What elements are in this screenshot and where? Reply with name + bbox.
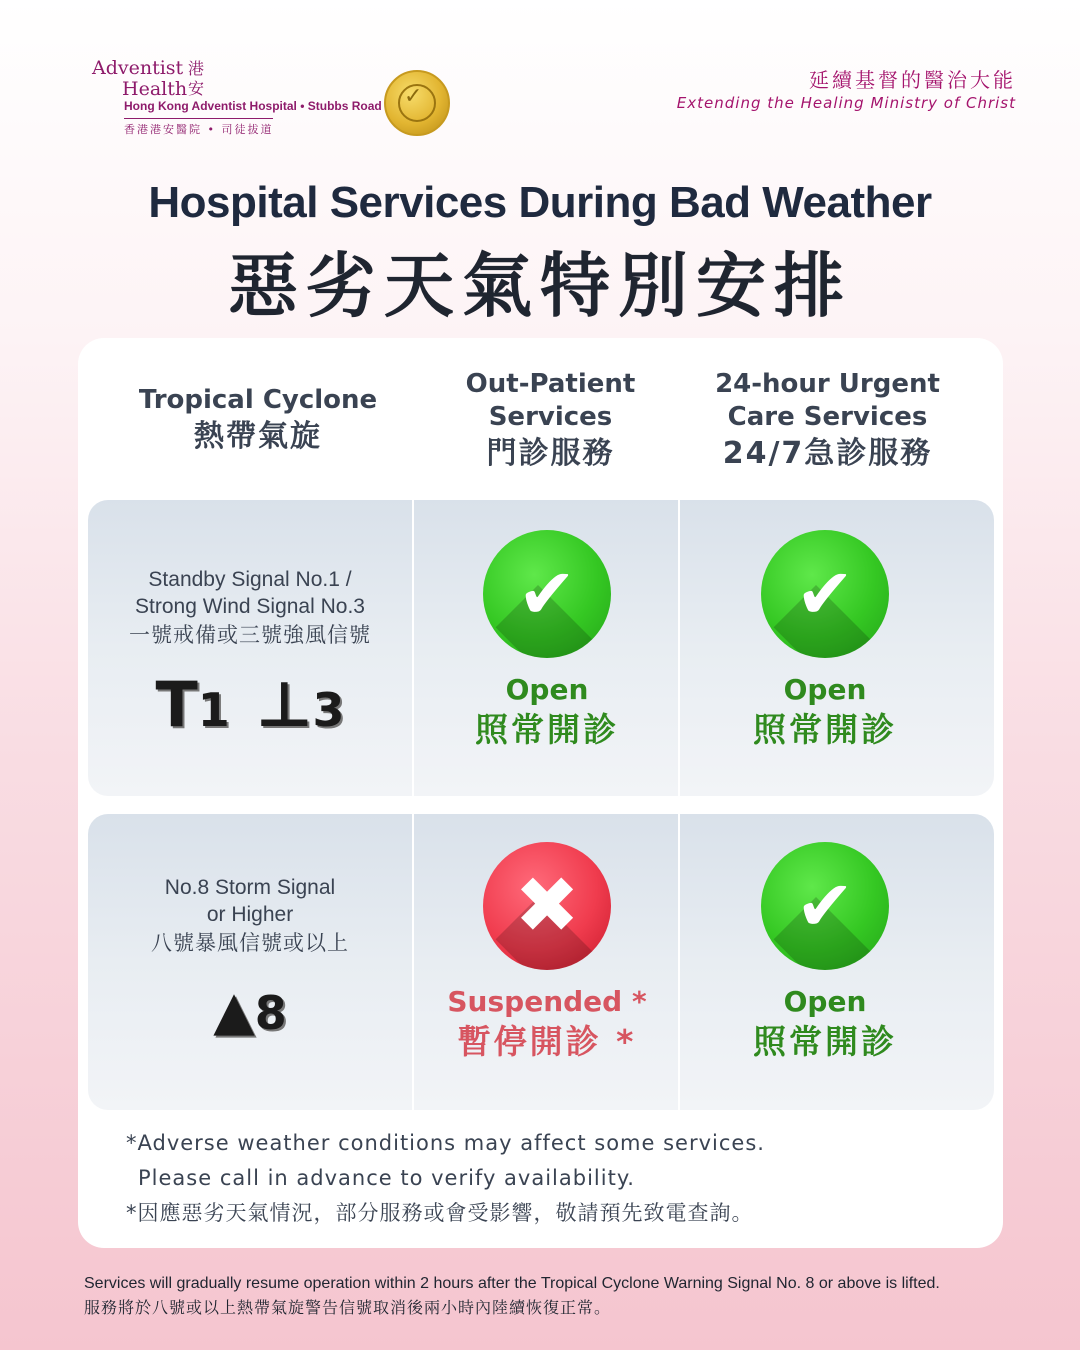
signal-en-line1: Standby Signal No.1 / xyxy=(148,568,352,591)
table-row-signal-1-3 xyxy=(88,500,994,796)
check-icon xyxy=(761,842,889,970)
hospital-logo xyxy=(92,56,382,136)
header-tropical-cyclone xyxy=(98,384,418,457)
signal-cn: 一號戒備或三號強風信號 xyxy=(129,623,371,647)
header-cyclone-cn: 熱帶氣旋 xyxy=(194,419,322,454)
signal-label xyxy=(88,566,412,650)
header-outpatient-en: Out-Patient Services xyxy=(465,369,636,432)
header-urgent-care xyxy=(690,368,965,474)
status-en: Suspended * xyxy=(447,985,647,1018)
check-icon xyxy=(761,530,889,658)
table-row-signal-8 xyxy=(88,814,994,1110)
tagline-cn: 延續基督的醫治大能 xyxy=(809,68,1016,92)
resume-notice-en: Services will gradually resume operation within 2 hours after the Tropical Cyclone Warning Signal No. 8 or above is lifted. xyxy=(84,1275,940,1292)
seal-mark: ✓ xyxy=(404,84,423,109)
signal-glyph: ▲ xyxy=(213,979,255,1042)
urgent-care-status xyxy=(692,530,958,752)
header-cyclone-en: Tropical Cyclone xyxy=(138,385,378,415)
signal-number: 3 xyxy=(312,683,345,737)
header-urgent-cn: 24/7急診服務 xyxy=(722,436,933,471)
header-outpatient xyxy=(418,368,683,474)
signal-glyph: ⊥ xyxy=(255,668,313,741)
signal-glyph: T xyxy=(155,668,198,741)
footnote-cn: *因應惡劣天氣情況，部分服務或會受影響，敬請預先致電查詢。 xyxy=(126,1201,754,1225)
urgent-care-status xyxy=(692,842,958,1064)
resume-notice xyxy=(84,1272,1024,1320)
signal-number: 1 xyxy=(197,683,230,737)
page-title-en: Hospital Services During Bad Weather xyxy=(148,178,932,227)
tagline-en: Extending the Healing Ministry of Christ xyxy=(676,94,1016,112)
status-en: Open xyxy=(783,673,867,706)
header-outpatient-cn: 門診服務 xyxy=(486,436,615,471)
footnote-en-line1: *Adverse weather conditions may affect some services. xyxy=(126,1131,765,1155)
signal-icons xyxy=(88,668,412,741)
logo-hospital-en: Hong Kong Adventist Hospital • Stubbs Road xyxy=(124,99,382,113)
signal-cn: 八號暴風信號或以上 xyxy=(151,931,349,955)
cross-mark: ✖ xyxy=(514,861,580,951)
typhoon-signal-8-icon xyxy=(213,980,287,1042)
typhoon-signal-3-icon xyxy=(255,668,345,741)
status-en: Open xyxy=(505,673,589,706)
footnote-en-line2: Please call in advance to verify availability. xyxy=(138,1166,635,1190)
check-mark: ✔ xyxy=(795,865,855,947)
footnote xyxy=(126,1126,966,1231)
typhoon-signal-1-icon xyxy=(155,668,230,741)
logo-brand-line2: Health xyxy=(122,78,188,100)
header-urgent-en: 24-hour Urgent Care Services xyxy=(715,369,940,432)
signal-icons xyxy=(88,978,412,1042)
gold-seal-icon xyxy=(384,70,450,136)
outpatient-status xyxy=(414,842,680,1064)
status-cn: 照常開診 xyxy=(753,710,897,749)
signal-label xyxy=(88,874,412,958)
service-table-card xyxy=(78,338,1003,1248)
outpatient-status xyxy=(414,530,680,752)
cross-icon xyxy=(483,842,611,970)
check-mark: ✔ xyxy=(517,553,577,635)
status-cn: 照常開診 xyxy=(753,1022,897,1061)
signal-en-line2: or Higher xyxy=(206,903,294,926)
signal-en-line1: No.8 Storm Signal xyxy=(164,876,336,899)
logo-brand-cn: 港安 xyxy=(188,59,205,98)
logo-hospital-cn: 香港港安醫院 • 司徒拔道 xyxy=(124,118,273,137)
check-icon xyxy=(483,530,611,658)
resume-notice-cn: 服務將於八號或以上熱帶氣旋警告信號取消後兩小時內陸續恢復正常。 xyxy=(84,1298,612,1317)
page-title-cn: 惡劣天氣特別安排 xyxy=(228,245,852,327)
logo-brand xyxy=(92,58,187,100)
status-en: Open xyxy=(783,985,867,1018)
signal-number: 8 xyxy=(254,986,287,1040)
status-cn: 照常開診 xyxy=(475,710,619,749)
signal-en-line2: Strong Wind Signal No.3 xyxy=(135,595,365,618)
check-mark: ✔ xyxy=(795,553,855,635)
logo-brand-line1: Adventist xyxy=(92,57,184,79)
status-cn: 暫停開診 * xyxy=(457,1022,637,1061)
